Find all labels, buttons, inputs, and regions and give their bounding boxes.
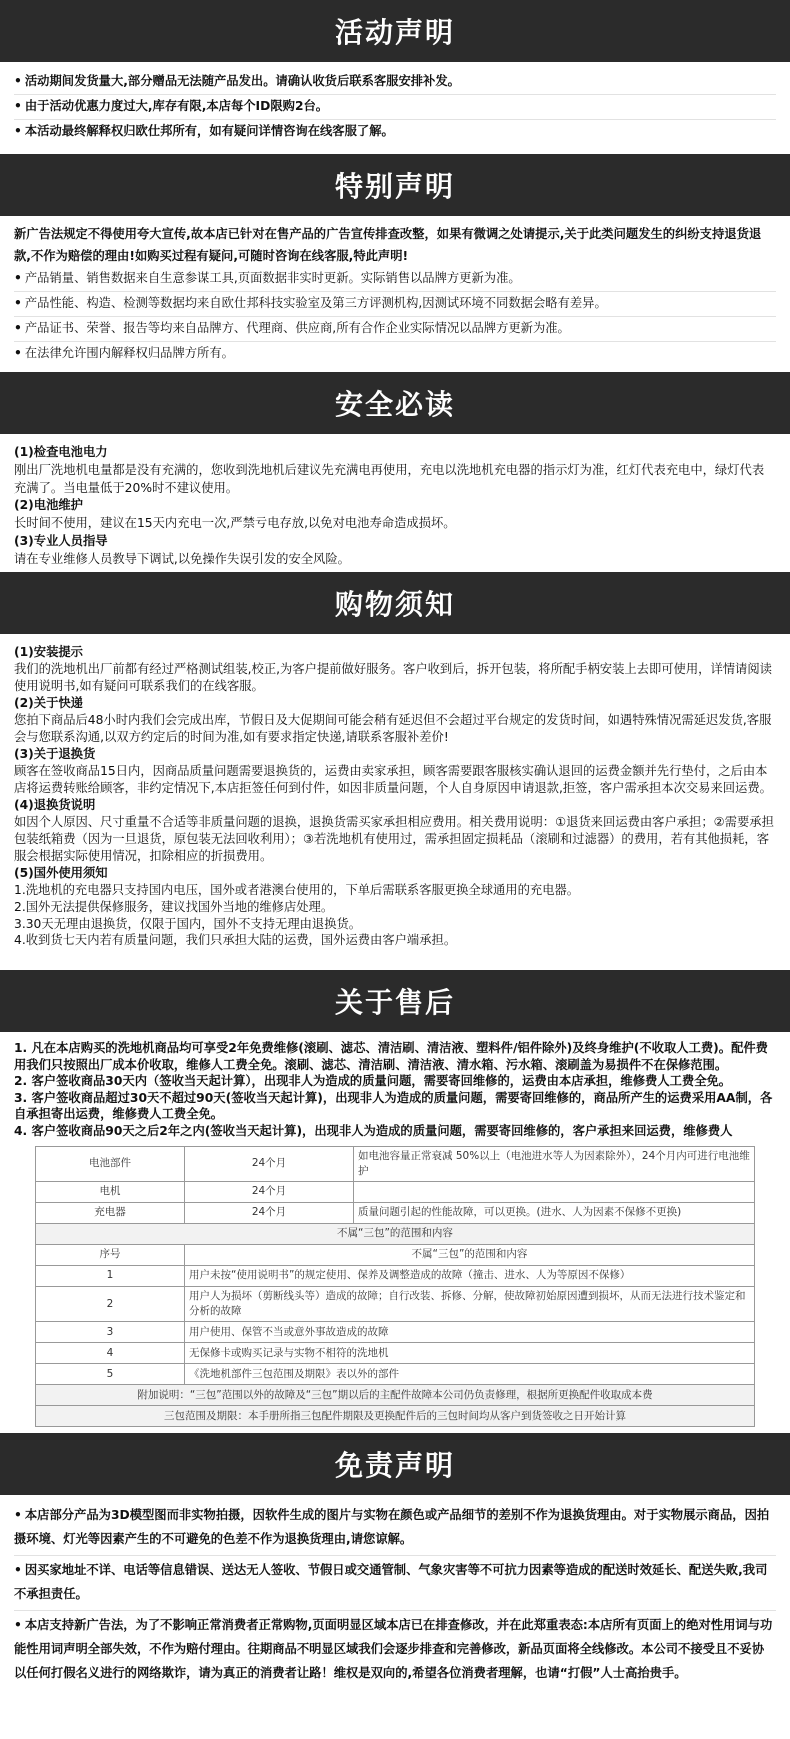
table-row bbox=[36, 1364, 755, 1385]
item-text: 由于活动优惠力度过大,库存有限,本店每个ID限购2台。 bbox=[24, 98, 329, 113]
block-heading: (1)安装提示 bbox=[14, 645, 83, 659]
list-item: • 由于活动优惠力度过大,库存有限,本店每个ID限购2台。 bbox=[14, 95, 776, 120]
table-row bbox=[36, 1385, 755, 1406]
table-cell: 24个月 bbox=[185, 1203, 354, 1224]
section-header-aftersales bbox=[0, 970, 790, 1032]
table-cell: 电池部件 bbox=[36, 1146, 185, 1181]
item-text: 本店支持新广告法，为了不影响正常消费者正常购物,页面明显区域本店已在排查修改，并在此郑重表态:本店所有页面上的绝对性用词与功能性用词声明全部失效，不作为赔付理由。往期商品不明显区域我们会逐步排查和完善修改，新品页面将全线修改。本公司不接受且不妥协以任何打假名义进行的网络欺诈，请为真正的消费者让路！维权是双向的,希望各位消费者理解，也请“打假”人士高抬贵手。 bbox=[14, 1617, 773, 1680]
item-text: 在法律允许围内解释权归品牌方所有。 bbox=[24, 345, 234, 360]
table-row bbox=[36, 1406, 755, 1427]
item-text: 产品销量、销售数据来自生意参谋工具,页面数据非实时更新。实际销售以品牌方更新为准。 bbox=[24, 271, 521, 286]
list-item: 1. 凡在本店购买的洗地机商品均可享受2年免费维修(滚刷、滤芯、清洁刷、清洁液、塑料件/铝件除外)及终身维护(不收取人工费)。配件费用我们只按照出厂成本价收取，维修人工费全免。滚刷、滤芯、清洁刷、清洁液、清水箱、污水箱、滚刷盖为易损件不在保修范围。 bbox=[14, 1041, 768, 1072]
table-note: 附加说明：“三包”范围以外的故障及“三包”期以后的主配件故障本公司仍负责修理，根据所更换配件收取成本费 bbox=[36, 1385, 755, 1406]
block-heading: (3)关于退换货 bbox=[14, 746, 96, 761]
table-cell: 质量问题引起的性能故障，可以更换。(进水、人为因素不保修不更换) bbox=[354, 1203, 755, 1224]
item-text: 活动期间发货量大,部分赠品无法随产品发出。请确认收货后联系客服安排补发。 bbox=[24, 74, 460, 88]
table-cell: 4 bbox=[36, 1343, 185, 1364]
item-text: 产品性能、构造、检测等数据均来自欧仕邦科技实验室及第三方评测机构,因测试环境不同数据会略有差异。 bbox=[24, 295, 607, 310]
table-cell: 1 bbox=[36, 1266, 185, 1287]
item-text: 本活动最终解释权归欧仕邦所有，如有疑问详情咨询在线客服了解。 bbox=[24, 123, 394, 138]
block-heading: (3)专业人员指导 bbox=[14, 534, 108, 549]
list-item: • 本店部分产品为3D模型图而非实物拍摄，因软件生成的图片与实物在颜色或产品细节的差别不作为退换货理由。对于实物展示商品，因拍摄环境、灯光等因素产生的不可避免的色差不作为退换货理由,请您谅解。 bbox=[14, 1501, 776, 1556]
list-item: • 产品销量、销售数据来自生意参谋工具,页面数据非实时更新。实际销售以品牌方更新为准。 bbox=[14, 267, 776, 292]
aftersales-list bbox=[14, 1040, 776, 1140]
table-cell: 充电器 bbox=[36, 1203, 185, 1224]
table-cell: 5 bbox=[36, 1364, 185, 1385]
list-item: • 活动期间发货量大,部分赠品无法随产品发出。请确认收货后联系客服安排补发。 bbox=[14, 70, 776, 95]
list-item: • 本活动最终解释权归欧仕邦所有，如有疑问详情咨询在线客服了解。 bbox=[14, 123, 394, 138]
block-text: 1.洗地机的充电器只支持国内电压，国外或者港澳台使用的，下单后需联系客服更换全球通用的充电器。 2.国外无法提供保修服务，建议找国外当地的维修店处理。 3.30天无理由退换货，仅限于国内，国外不支持无理由退换货。 4.收到货七天内若有质量问题，我们只承担大陆的运费，国外运费由客户端承担。 bbox=[14, 882, 580, 948]
table-header-row bbox=[36, 1245, 755, 1266]
table-row bbox=[36, 1146, 755, 1181]
table-cell: 2 bbox=[36, 1287, 185, 1322]
block-text: 顾客在签收商品15日内，因商品质量问题需要退换货的，运费由卖家承担，顾客需要跟客服核实确认退回的运费金额并先行垫付，之后由本店将运费转账给顾客，非约定情况下,本店拒签任何到付件，如因非质量问题，个人自身原因申请退款,拒签，客户需承担本次交易来回运费。 bbox=[14, 763, 772, 795]
table-section-title: 不属“三包”的范围和内容 bbox=[36, 1224, 755, 1245]
table-header: 序号 bbox=[36, 1245, 185, 1266]
table-cell: 24个月 bbox=[185, 1182, 354, 1203]
item-text: 因买家地址不详、电话等信息错误、送达无人签收、节假日或交通管制、气象灾害等不可抗力因素等造成的配送时效延长、配送失败,我司不承担责任。 bbox=[14, 1562, 768, 1601]
table-cell: 电机 bbox=[36, 1182, 185, 1203]
block-heading: (2)关于快递 bbox=[14, 695, 83, 710]
table-cell: 用户人为损坏（剪断线头等）造成的故障；自行改装、拆修、分解，使故障初始原因遭到损坏，从而无法进行技术鉴定和分析的故障 bbox=[185, 1287, 755, 1322]
table-row bbox=[36, 1203, 755, 1224]
table-row bbox=[36, 1224, 755, 1245]
item-text: 产品证书、荣誉、报告等均来自品牌方、代理商、供应商,所有合作企业实际情况以品牌方更新为准。 bbox=[24, 320, 570, 335]
table-cell: 无保修卡或购买记录与实物不相符的洗地机 bbox=[185, 1343, 755, 1364]
block-text: 请在专业维修人员教导下调试,以免操作失误引发的安全风险。 bbox=[14, 551, 350, 566]
table-row bbox=[36, 1182, 755, 1203]
activity-list bbox=[0, 62, 790, 154]
list-item: 4. 客户签收商品90天之后2年之内(签收当天起计算)，出现非人为造成的质量问题，需要寄回维修的，客户承担来回运费，维修费人 bbox=[14, 1123, 733, 1138]
section-title: 免责声明 bbox=[334, 1449, 455, 1482]
block-heading: (2)电池维护 bbox=[14, 498, 83, 513]
section-title: 特别声明 bbox=[334, 170, 455, 203]
item-text: 本店部分产品为3D模型图而非实物拍摄，因软件生成的图片与实物在颜色或产品细节的差别不作为退换货理由。对于实物展示商品，因拍摄环境、灯光等因素产生的不可避免的色差不作为退换货理由,请您谅解。 bbox=[14, 1508, 770, 1546]
block-text: 您拍下商品后48小时内我们会完成出库，节假日及大促期间可能会稍有延迟但不会超过平台规定的发货时间，如遇特殊情况需延迟发货,客服会与您联系沟通,以双方约定后的时间为准,如有要求指定快递,请联系客服补差价! bbox=[14, 712, 772, 744]
special-body bbox=[0, 216, 790, 372]
list-item: • 在法律允许围内解释权归品牌方所有。 bbox=[14, 345, 234, 360]
list-item: 2. 客户签收商品30天内（签收当天起计算），出现非人为造成的质量问题，需要寄回维修的，运费由本店承担，维修费人工费全免。 bbox=[14, 1074, 732, 1089]
table-row bbox=[36, 1266, 755, 1287]
table-row bbox=[36, 1343, 755, 1364]
block-heading: (1)检查电池电力 bbox=[14, 445, 108, 459]
block-text: 长时间不使用，建议在15天内充电一次,严禁亏电存放,以免对电池寿命造成损坏。 bbox=[14, 516, 456, 531]
disclaimer-body bbox=[0, 1495, 790, 1739]
block-text: 如因个人原因、尺寸重量不合适等非质量问题的退换，退换货需买家承担相应费用。相关费用说明：①退货来回运费由客户承担；②需要承担包装纸箱费（因为一旦退货，原包装无法回收利用）；③若洗地机有使用过，需承担固定损耗品（滚刷和过滤器）的费用，若有其他损耗，客服会根据实际使用情况，扣除相应的折损费用。 bbox=[14, 814, 774, 863]
table-header: 不属“三包”的范围和内容 bbox=[185, 1245, 755, 1266]
table-cell: 3 bbox=[36, 1322, 185, 1343]
block-heading: (4)退换货说明 bbox=[14, 797, 96, 812]
section-title: 关于售后 bbox=[334, 986, 455, 1019]
section-header-disclaimer bbox=[0, 1433, 790, 1495]
section-header-shopping bbox=[0, 572, 790, 634]
list-item: • 因买家地址不详、电话等信息错误、送达无人签收、节假日或交通管制、气象灾害等不可抗力因素等造成的配送时效延长、配送失败,我司不承担责任。 bbox=[14, 1556, 776, 1611]
section-header-special bbox=[0, 154, 790, 216]
shopping-body bbox=[0, 634, 790, 970]
table-cell: 用户使用、保管不当或意外事故造成的故障 bbox=[185, 1322, 755, 1343]
section-title: 安全必读 bbox=[334, 388, 455, 421]
list-item: • 产品证书、荣誉、报告等均来自品牌方、代理商、供应商,所有合作企业实际情况以品牌方更新为准。 bbox=[14, 317, 776, 342]
list-item: 3. 客户签收商品超过30天不超过90天(签收当天起计算)，出现非人为造成的质量问题，需要寄回维修的，商品所产生的运费采用AA制，各自承担寄出运费，维修费人工费全免。 bbox=[14, 1090, 773, 1122]
table-row bbox=[36, 1287, 755, 1322]
list-item: • 产品性能、构造、检测等数据均来自欧仕邦科技实验室及第三方评测机构,因测试环境不同数据会略有差异。 bbox=[14, 292, 776, 317]
block-text: 我们的洗地机出厂前都有经过严格测试组装,校正,为客户提前做好服务。客户收到后，拆开包装，将所配手柄安装上去即可使用，详情请阅读使用说明书,如有疑问可联系我们的在线客服。 bbox=[14, 661, 772, 693]
aftersales-body bbox=[0, 1032, 790, 1433]
table-row bbox=[36, 1322, 755, 1343]
table-note: 三包范围及期限：本手册所指三包配件期限及更换配件后的三包时间均从客户到货签收之日开始计算 bbox=[36, 1406, 755, 1427]
warranty-table bbox=[35, 1146, 755, 1428]
block-heading: (5)国外使用须知 bbox=[14, 865, 108, 880]
section-header-activity bbox=[0, 0, 790, 62]
table-cell bbox=[354, 1182, 755, 1203]
special-intro: 新广告法规定不得使用夸大宣传,故本店已针对在售产品的广告宣传排查改整，如果有微调之处请提示,关于此类问题发生的纠纷支持退货退款,不作为赔偿的理由!如购买过程有疑问,可随时咨询在线客服,特此声明! bbox=[14, 227, 762, 263]
block-text: 刚出厂洗地机电量都是没有充满的，您收到洗地机后建议先充满电再使用，充电以洗地机充电器的指示灯为准，红灯代表充电中，绿灯代表充满了。当电量低于20%时不建议使用。 bbox=[14, 462, 765, 495]
section-title: 活动声明 bbox=[334, 16, 455, 49]
section-header-safety bbox=[0, 372, 790, 434]
safety-body bbox=[0, 434, 790, 572]
table-cell: 《洗地机部件三包范围及期限》表以外的部件 bbox=[185, 1364, 755, 1385]
table-cell: 24个月 bbox=[185, 1146, 354, 1181]
table-cell: 如电池容量正常衰减 50%以上（电池进水等人为因素除外），24个月内可进行电池维护 bbox=[354, 1146, 755, 1181]
table-cell: 用户未按“使用说明书”的规定使用、保养及调整造成的故障（撞击、进水、人为等原因不保修） bbox=[185, 1266, 755, 1287]
list-item: • 本店支持新广告法，为了不影响正常消费者正常购物,页面明显区域本店已在排查修改，并在此郑重表态:本店所有页面上的绝对性用词与功能性用词声明全部失效，不作为赔付理由。往期商品不明显区域我们会逐步排查和完善修改，新品页面将全线修改。本公司不接受且不妥协以任何打假名义进行的网络欺诈，请为真正的消费者让路！维权是双向的,希望各位消费者理解，也请“打假”人士高抬贵手。 bbox=[14, 1617, 773, 1680]
section-title: 购物须知 bbox=[334, 588, 455, 621]
